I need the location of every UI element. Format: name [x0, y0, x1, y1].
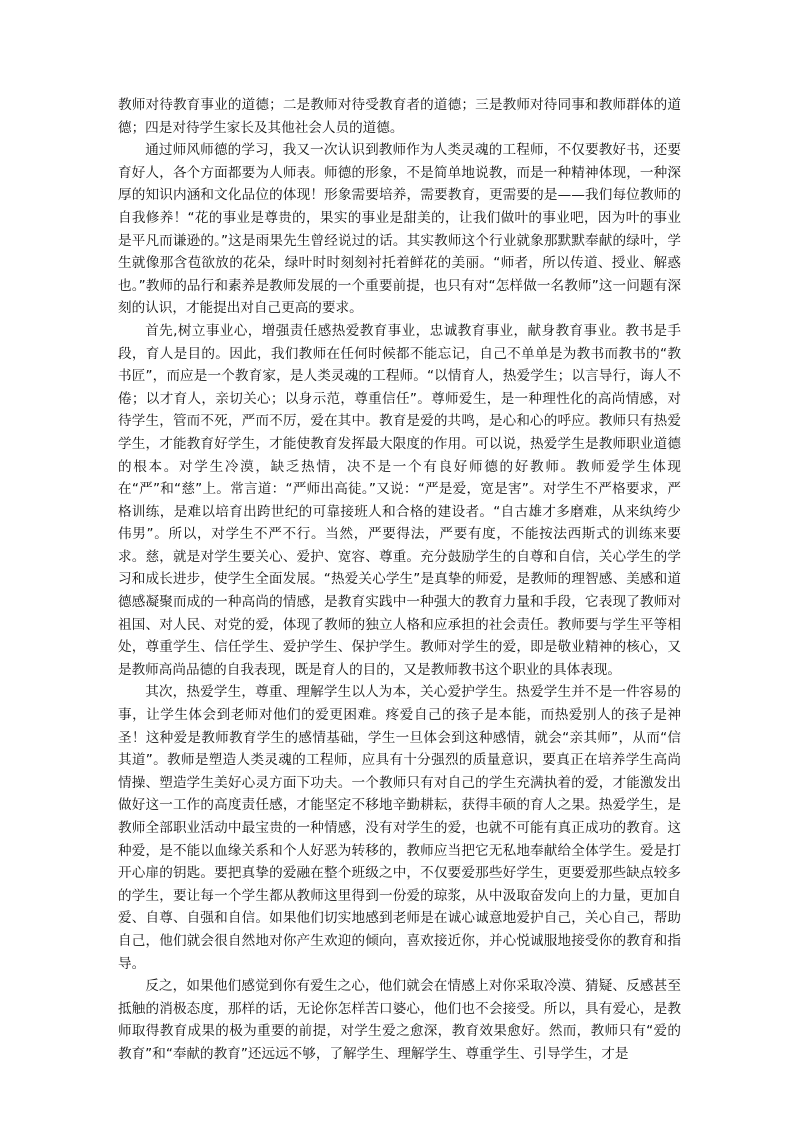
paragraph-second-point: 其次，热爱学生，尊重、理解学生以人为本，关心爱护学生。热爱学生并不是一件容易的事，让学生体会到老师对他们的爱更困难。疼爱自己的孩子是本能，而热爱别人的孩子是神圣！这种爱是教师教育学生的感情基础，学生一旦体会到这种感情，就会“亲其师”，从而“信其道”。教师是塑造人类灵魂的工程师，应具有十分强烈的质量意识，要真正在培养学生高尚情操、塑造学生美好心灵方面下功夫。一个教师只有对自己的学生充满执着的爱，才能激发出做好这一工作的高度责任感，才能坚定不移地辛勤耕耘，获得丰硕的育人之果。热爱学生，是教师全部职业活动中最宝贵的一种情感，没有对学生的爱，也就不可能有真正成功的教育。这种爱，是不能以血缘关系和个人好恶为转移的，教师应当把它无私地奉献给全体学生。爱是打开心扉的钥匙。要把真挚的爱融在整个班级之中，不仅要爱那些好学生，更要爱那些缺点较多的学生，要让每一个学生都从教师这里得到一份爱的琼浆，从中汲取奋发向上的力量，更加自爱、自尊、自强和自信。如果他们切实地感到老师是在诚心诚意地爱护自己，关心自己，帮助自己，他们就会很自然地对你产生欢迎的倾向，喜欢接近你，并心悦诚服地接受你的教育和指导。: [118, 684, 681, 972]
paragraph-conversely: 反之，如果他们感觉到你有爱生之心，他们就会在情感上对你采取冷漠、猜疑、反感甚至抵触的消极态度，那样的话，无论你怎样苦口婆心，他们也不会接受。所以，具有爱心，是教师取得教育成果的极为重要的前提，对学生爱之愈深，教育效果愈好。然而，教师只有“爱的教育”和“奉献的教育”还远远不够，了解学生、理解学生、尊重学生、引导学生，才是: [118, 978, 681, 1062]
document-page: [118, 94, 681, 1066]
paragraph-continuation: 教师对待教育事业的道德；二是教师对待受教育者的道德；三是教师对待同事和教师群体的道德；四是对待学生家长及其他社会人员的道德。: [118, 97, 681, 136]
paragraph-study-reflection: 通过师风师德的学习，我又一次认识到教师作为人类灵魂的工程师，不仅要教好书，还要育好人，各个方面都要为人师表。师德的形象，不是简单地说教，而是一种精神体现，一种深厚的知识内涵和文化品位的体现！形象需要培养，需要教育，更需要的是——我们每位教师的自我修养！“花的事业是尊贵的，果实的事业是甜美的，让我们做叶的事业吧，因为叶的事业是平凡而谦逊的。”这是雨果先生曾经说过的话。其实教师这个行业就象那默默奉献的绿叶，学生就像那含苞欲放的花朵，绿叶时时刻刻衬托着鲜花的美丽。“师者，所以传道、授业、解惑也。”教师的品行和素养是教师发展的一个重要前提，也只有对“怎样做一名教师”这一问题有深刻的认识，才能提出对自己更高的要求。: [118, 142, 681, 317]
paragraph-first-point: 首先,树立事业心，增强责任感热爱教育事业，忠诚教育事业，献身教育事业。教书是手段，育人是目的。因此，我们教师在任何时候都不能忘记，自己不单单是为教书而教书的“教书匠”，而应是一个教育家，是人类灵魂的工程师。“以情育人，热爱学生；以言导行，诲人不倦；以才育人，亲切关心；以身示范，尊重信任”。尊师爱生，是一种理性化的高尚情感，对待学生，管而不死，严而不厉，爱在其中。教育是爱的共鸣，是心和心的呼应。教师只有热爱学生，才能教育好学生，才能使教育发挥最大限度的作用。可以说，热爱学生是教师职业道德的根本。对学生冷漠，缺乏热情，决不是一个有良好师德的好教师。教师爱学生体现在“严”和“慈”上。常言道：“严师出高徒。”又说：“严是爱，宽是害”。对学生不严格要求，严格训练，是难以培育出跨世纪的可靠接班人和合格的建设者。“自古雄才多磨难，从来纨绔少伟男”。所以，对学生不严不行。当然，严要得法，严要有度，不能按法西斯式的训练来要求。慈，就是对学生要关心、爱护、宽容、尊重。充分鼓励学生的自尊和自信，关心学生的学习和成长进步，使学生全面发展。“热爱关心学生”是真挚的师爱，是教师的理智感、美感和道德感凝聚而成的一种高尚的情感，是教育实践中一种强大的教育力量和手段，它表现了教师对祖国、对人民、对党的爱，体现了教师的独立人格和应承担的社会责任。教师要与学生平等相处，尊重学生、信任学生、爱护学生、保护学生。教师对学生的爱，即是敬业精神的核心，又是教师高尚品德的自我表现，既是育人的目的，又是教师教书这个职业的具体表现。: [118, 322, 681, 678]
